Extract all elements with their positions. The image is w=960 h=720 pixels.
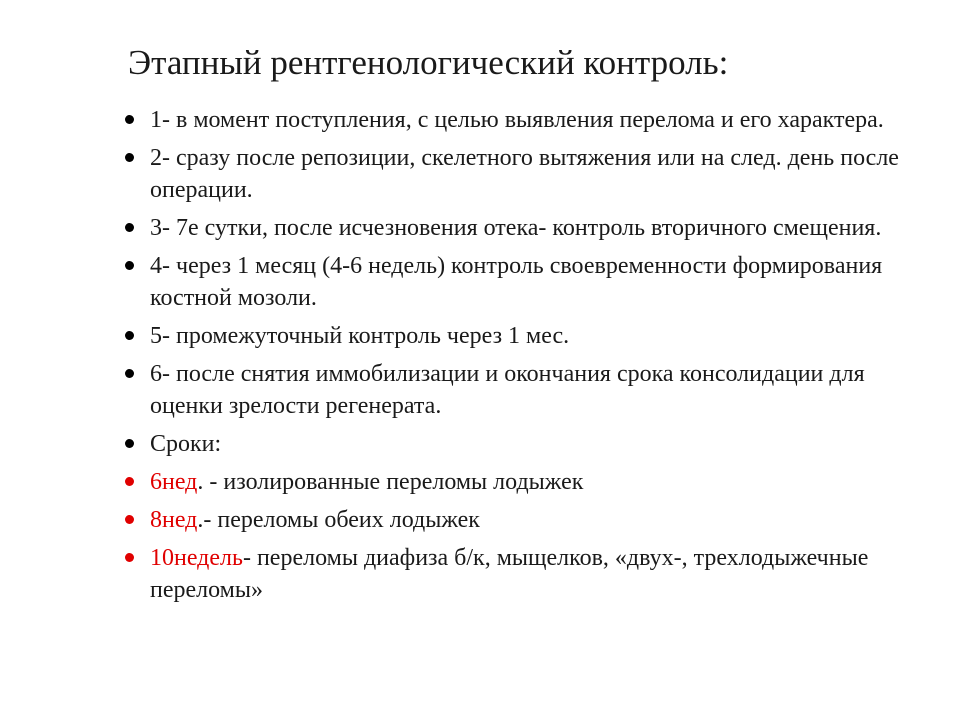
list-item [122,358,922,422]
term-highlight: 8нед [150,507,198,533]
slide-title: Этапный рентгенологический контроль: [128,43,729,82]
bullet-icon [125,331,134,340]
list-item-text: - переломы диафиза б/к, мыщелков, «двух-, трехлодыжечные переломы» [150,545,869,603]
list-item [122,542,922,606]
list-item-text: 2- сразу после репозиции, скелетного вытяжения или на след. день после операции. [150,145,899,203]
bullet-list [122,104,922,612]
list-item-text: 1- в момент поступления, с целью выявления перелома и его характера. [150,107,884,133]
list-item-text: 6- после снятия иммобилизации и окончания срока консолидации для оценки зрелости регенерата. [150,361,865,419]
term-highlight: 6нед [150,469,198,495]
list-item-text: .- переломы обеих лодыжек [197,507,480,533]
list-item-text: . - изолированные переломы лодыжек [197,469,584,495]
list-item-text: 5- промежуточный контроль через 1 мес. [150,323,570,349]
list-item [122,250,922,314]
list-item [122,142,922,206]
list-item [122,104,922,136]
list-item [122,212,922,244]
bullet-icon [125,115,134,124]
list-item [122,504,922,536]
bullet-icon [125,553,134,562]
bullet-icon [125,515,134,524]
bullet-icon [125,153,134,162]
list-item-text: 4- через 1 месяц (4-6 недель) контроль своевременности формирования костной мозоли. [150,253,883,311]
list-item [122,466,922,498]
term-highlight: 10недель [150,545,243,571]
list-item [122,320,922,352]
list-item-text: Сроки: [150,431,222,457]
list-item-text: 3- 7е сутки, после исчезновения отека- контроль вторичного смещения. [150,215,882,241]
bullet-icon [125,223,134,232]
bullet-icon [125,369,134,378]
list-item [122,428,922,460]
bullet-icon [125,477,134,486]
bullet-icon [125,439,134,448]
bullet-icon [125,261,134,270]
